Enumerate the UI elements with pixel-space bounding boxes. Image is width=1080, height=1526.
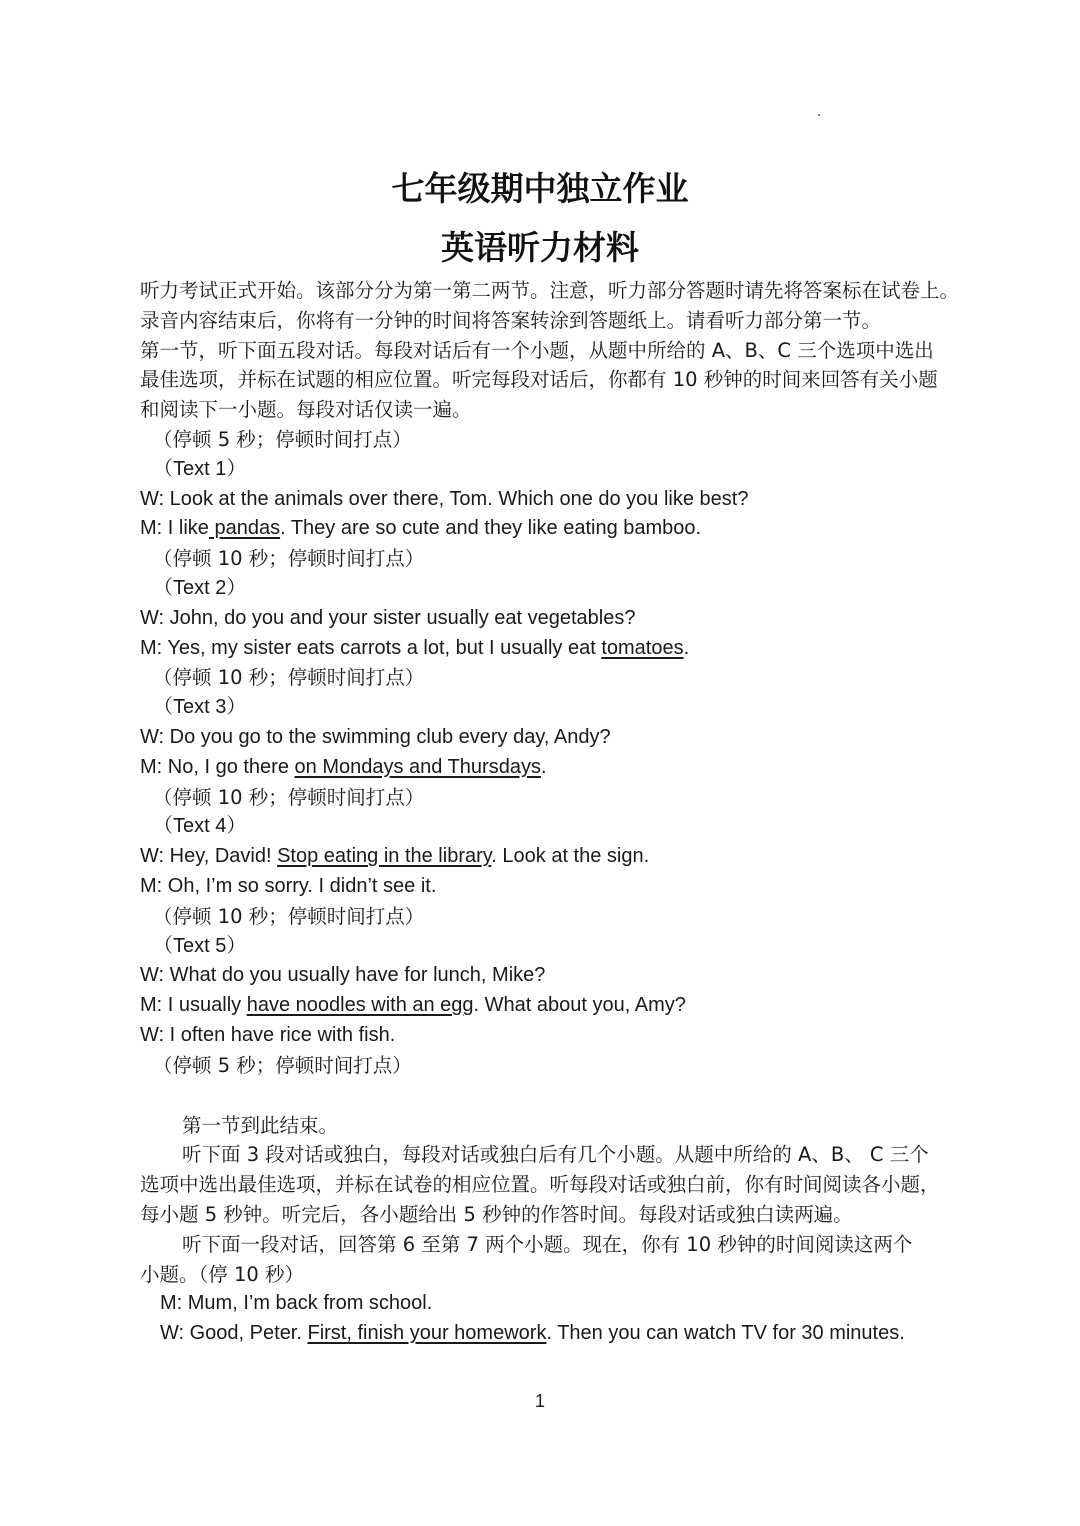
pause-note: （停顿 5 秒；停顿时间打点） xyxy=(153,427,412,451)
text4-answer: Stop eating in the library xyxy=(277,845,492,868)
text1-m-a: M: I like xyxy=(140,517,209,540)
text5-m-a: M: I usually xyxy=(140,994,247,1017)
page-title: 七年级期中独立作业 xyxy=(391,169,689,208)
text5-w2-line: W: I often have rice with fish. xyxy=(140,1023,396,1046)
text1-m-b: . They are so cute and they like eating bamboo. xyxy=(280,517,702,540)
text5-label: （Text 5） xyxy=(153,934,247,957)
text5-m-line xyxy=(140,991,980,1021)
pause-note: （停顿 10 秒；停顿时间打点） xyxy=(153,547,425,571)
intro-line: 录音内容结束后，你将有一分钟的时间将答案转涂到答题纸上。请看听力部分第一节。 xyxy=(140,308,882,332)
section2-line: 选项中选出最佳选项，并标在试卷的相应位置。听每段对话或独白前，你有时间阅读各小题， xyxy=(140,1173,940,1197)
text4-m-line: M: Oh, I’m so sorry. I didn’t see it. xyxy=(140,874,437,897)
text5-m-b: . What about you, Amy? xyxy=(473,994,686,1017)
text3-m-line xyxy=(140,753,980,783)
pause-note: （停顿 10 秒；停顿时间打点） xyxy=(153,904,425,928)
dialog6-answer: First, finish your homework xyxy=(307,1322,547,1345)
text3-w-line: W: Do you go to the swimming club every day, Andy? xyxy=(140,725,611,748)
dialog6-line: 小题。（停 10 秒） xyxy=(140,1262,304,1286)
page-number: 1 xyxy=(534,1391,545,1411)
text2-m-line xyxy=(140,634,980,664)
dialog6-w-a: W: Good, Peter. xyxy=(160,1322,308,1345)
text4-w-b: . Look at the sign. xyxy=(491,845,650,868)
intro-line: 第一节，听下面五段对话。每段对话后有一个小题，从题中所给的 A、B、C 三个选项中选出 xyxy=(140,338,934,362)
section2-line: 听下面 3 段对话或独白，每段对话或独白后有几个小题。从题中所给的 A、B、 C 三个 xyxy=(182,1143,929,1167)
text1-w-line: W: Look at the animals over there, Tom. Which one do you like best? xyxy=(140,487,749,510)
text1-m-line xyxy=(140,514,980,544)
text4-label: （Text 4） xyxy=(153,815,247,838)
document-body xyxy=(140,276,980,1349)
text3-m-a: M: No, I go there xyxy=(140,755,295,778)
intro-line: 和阅读下一小题。每段对话仅读一遍。 xyxy=(140,398,472,422)
dialog6-m-line: M: Mum, I’m back from school. xyxy=(160,1292,433,1315)
text3-m-b: . xyxy=(540,755,547,778)
dialog6-w-line xyxy=(140,1319,980,1349)
text5-w1-line: W: What do you usually have for lunch, Mike? xyxy=(140,964,546,987)
text1-label: （Text 1） xyxy=(153,457,247,480)
pause-note: （停顿 5 秒；停顿时间打点） xyxy=(153,1053,412,1077)
section-end: 第一节到此结束。 xyxy=(182,1113,339,1137)
text3-label: （Text 3） xyxy=(153,696,247,719)
text2-m-b: . xyxy=(683,636,690,659)
pause-note: （停顿 10 秒；停顿时间打点） xyxy=(153,785,425,809)
text1-answer: pandas xyxy=(208,517,281,540)
page-subtitle: 英语听力材料 xyxy=(441,228,639,267)
text2-m-a: M: Yes, my sister eats carrots a lot, but I usually eat xyxy=(140,636,602,659)
text4-w-a: W: Hey, David! xyxy=(140,845,278,868)
pause-note: （停顿 10 秒；停顿时间打点） xyxy=(153,666,425,690)
text5-answer: have noodles with an egg xyxy=(246,994,474,1017)
text2-answer: tomatoes xyxy=(601,636,684,659)
text2-label: （Text 2） xyxy=(153,576,247,599)
text2-w-line: W: John, do you and your sister usually eat vegetables? xyxy=(140,606,636,629)
dialog6-w-b: . Then you can watch TV for 30 minutes. xyxy=(546,1322,905,1345)
text3-answer: on Mondays and Thursdays xyxy=(294,755,541,778)
section2-line: 每小题 5 秒钟。听完后，各小题给出 5 秒钟的作答时间。每段对话或独白读两遍。 xyxy=(140,1202,853,1226)
text4-w-line xyxy=(140,842,980,872)
intro-line: 最佳选项，并标在试题的相应位置。听完每段对话后，你都有 10 秒钟的时间来回答有关小题 xyxy=(140,368,938,392)
intro-line: 听力考试正式开始。该部分分为第一第二两节。注意，听力部分答题时请先将答案标在试卷上。 xyxy=(140,279,960,302)
dialog6-line: 听下面一段对话，回答第 6 至第 7 两个小题。现在，你有 10 秒钟的时间阅读这两个 xyxy=(182,1232,913,1256)
speck-mark xyxy=(818,114,820,116)
